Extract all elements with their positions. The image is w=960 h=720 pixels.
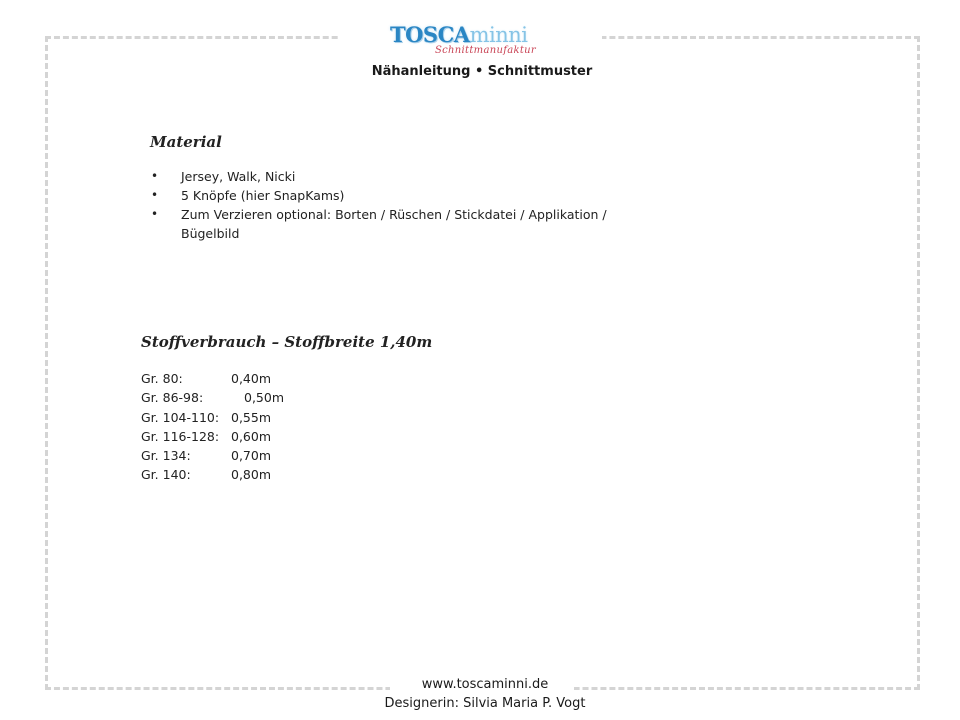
brand-logo [385,18,575,62]
table-row [141,446,304,465]
table-row [141,388,304,407]
page-footer [330,675,640,713]
size-label: Gr. 140: [141,467,191,483]
list-item: • Jersey, Walk, Nicki [150,167,630,186]
size-label: Gr. 86-98: [141,390,204,406]
fabric-amount: 0,55m [231,409,272,425]
fabric-amount: 0,60m [231,428,272,444]
size-label: Gr. 116-128: [141,428,220,444]
table-row [141,369,304,388]
logo-brand-part1: TOSCA [390,22,470,47]
list-item: • 5 Knöpfe (hier SnapKams) [150,186,630,205]
fabric-amount: 0,80m [231,467,272,483]
table-row [141,408,304,427]
material-list [150,167,630,243]
designer-credit: Designerin: Silvia Maria P. Vogt [384,696,586,711]
fabric-amount: 0,50m [244,390,285,406]
size-label: Gr. 134: [141,448,191,464]
fabric-amount: 0,70m [231,448,272,464]
website-link[interactable]: www.toscaminni.de [421,677,549,692]
page-subtitle: Nähanleitung • Schnittmuster [371,64,593,79]
table-row [141,465,304,484]
list-item: • Zum Verzieren optional: Borten / Rüschen / Stickdatei / Applikation / Bügelbild [150,205,630,243]
size-label: Gr. 80: [141,371,183,386]
logo-tagline: Schnittmanufaktur [435,45,536,56]
fabric-amount: 0,40m [231,371,272,386]
table-row [141,427,304,446]
fabric-usage-table [141,369,304,485]
logo-brand-part2: minni [469,23,528,47]
material-heading: Material [150,133,222,151]
size-label: Gr. 104-110: [141,409,220,425]
fabric-usage-heading: Stoffverbrauch – Stoffbreite 1,40m [141,333,433,351]
